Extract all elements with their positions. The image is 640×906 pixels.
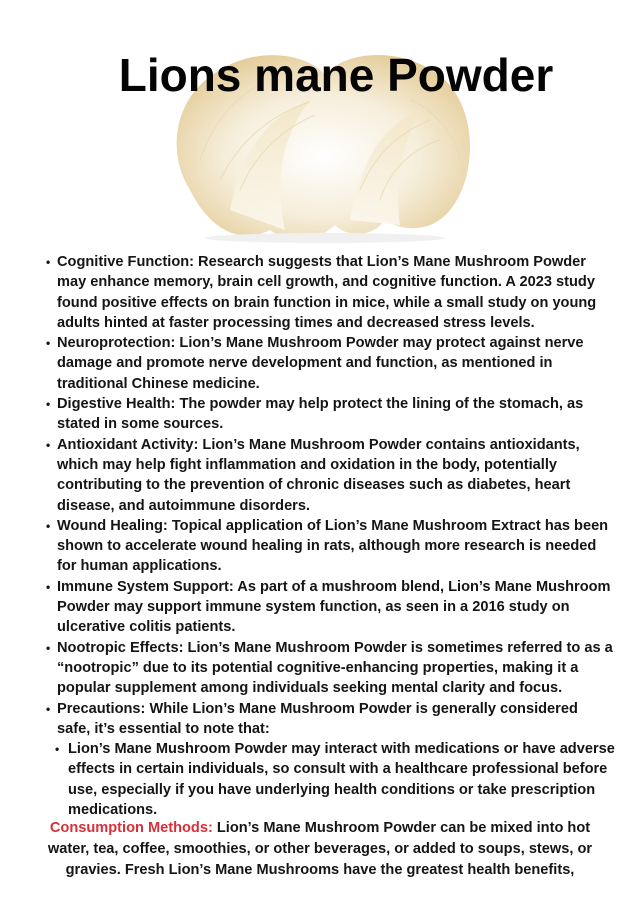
consumption-text: Lion’s Mane Mushroom Powder can be mixed into hot water, tea, coffee, smoothies, or other beverages, or added to soups, stews, or gravies. Fresh Lion’s Mane Mushrooms have the greatest health benefits, bbox=[47, 820, 593, 878]
list-item-antioxidant: • Antioxidant Activity: Lion’s Mane Mushroom Powder contains antioxidants, which may help fight inflammation and oxidation in the body, potentially contributing to the prevention of chronic diseases such as diabetes, heart disease, and autoimmune disorders. bbox=[46, 436, 580, 514]
bullet-icon: • bbox=[46, 518, 51, 533]
bullet-icon: • bbox=[46, 336, 51, 351]
page-title: Lions mane Powder bbox=[118, 49, 554, 101]
benefits-list bbox=[43, 252, 615, 820]
list-item-digestive: • Digestive Health: The powder may help protect the lining of the stomach, as stated in some sources. bbox=[46, 396, 584, 433]
list-item-cognitive: • Cognitive Function: Research suggests that Lion’s Mane Mushroom Powder may enhance memory, brain cell growth, and cognitive function. A 2023 study found positive effects on brain function in mice, while a small study on young adults hinted at faster processing times and decreased stress levels. bbox=[46, 254, 597, 331]
consumption-label: Consumption Methods: bbox=[49, 820, 213, 836]
bullet-icon: • bbox=[46, 397, 51, 412]
bullet-icon: • bbox=[55, 742, 60, 757]
list-item-immune: • Immune System Support: As part of a mushroom blend, Lion’s Mane Mushroom Powder may support immune system function, as seen in a 2016 study on ulcerative colitis patients. bbox=[46, 578, 611, 636]
list-item-neuroprotection: • Neuroprotection: Lion’s Mane Mushroom Powder may protect against nerve damage and promote nerve development and function, as mentioned in traditional Chinese medicine. bbox=[46, 335, 584, 392]
list-item-wound-healing: • Wound Healing: Topical application of Lion’s Mane Mushroom Extract has been shown to accelerate wound healing in rats, although more research is needed for human applications. bbox=[46, 517, 609, 575]
bullet-icon: • bbox=[46, 701, 51, 716]
consumption-methods-paragraph bbox=[30, 818, 610, 881]
list-item-nootropic: • Nootropic Effects: Lion’s Mane Mushroom Powder is sometimes referred to as a “nootropic” due to its potential cognitive-enhancing properties, making it a popular supplement among individuals seeking mental clarity and focus. bbox=[46, 639, 613, 697]
bullet-icon: • bbox=[46, 255, 51, 269]
list-item-interactions: • Lion’s Mane Mushroom Powder may interact with medications or have adverse effects in certain individuals, so consult with a healthcare professional before use, especially if you have underlying health conditions or take prescription medications. bbox=[55, 741, 615, 819]
bullet-icon: • bbox=[46, 437, 51, 452]
list-item-precautions: • Precautions: While Lion’s Mane Mushroom Powder is generally considered safe, it’s essential to note that: bbox=[46, 700, 578, 737]
hero-section bbox=[0, 0, 640, 250]
bullet-icon: • bbox=[46, 640, 51, 655]
bullet-icon: • bbox=[46, 579, 51, 594]
